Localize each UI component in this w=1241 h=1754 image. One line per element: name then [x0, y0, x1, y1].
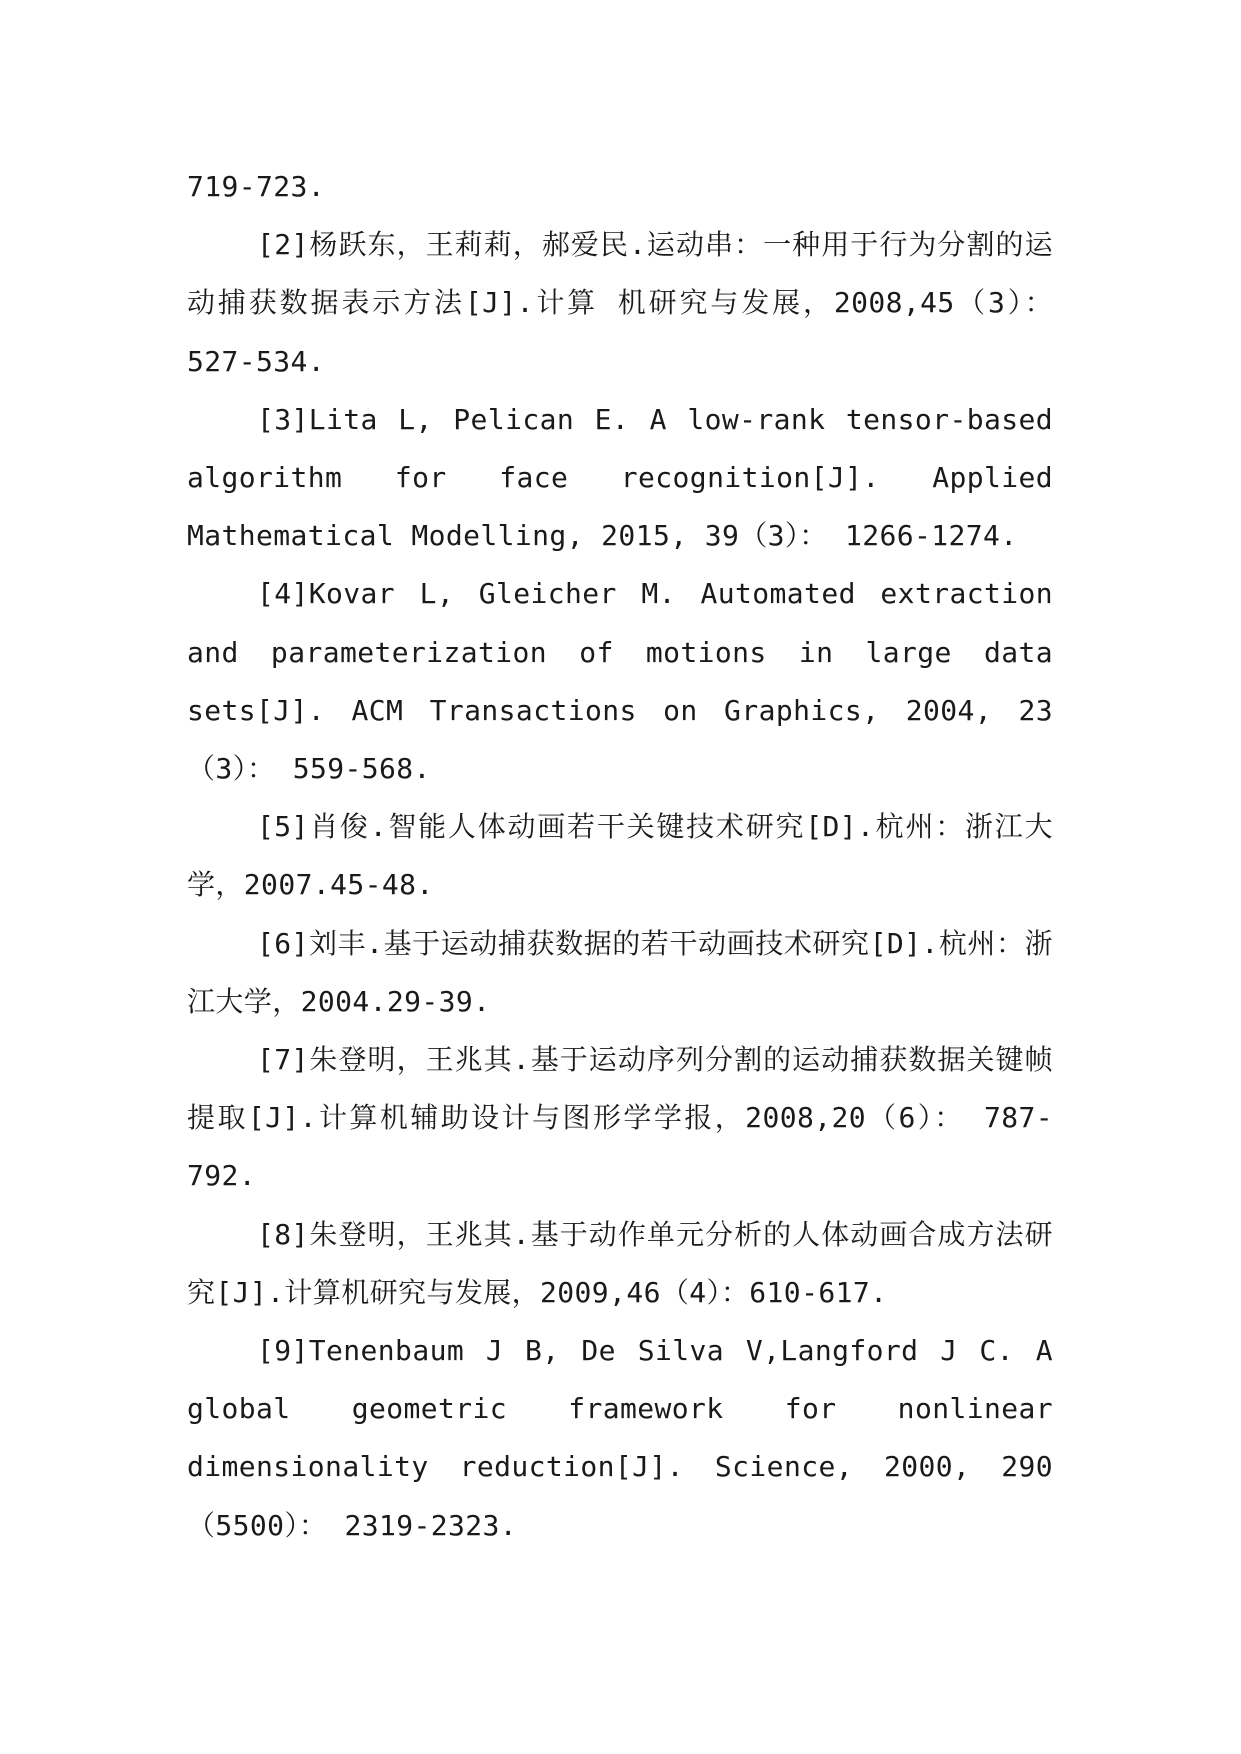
reference-item-4: [4]Kovar L, Gleicher M. Automated extraction and parameterization of motions in large data sets[J]. ACM Transactions on Graphics, 2004, 23（3）： 559-568. — [187, 577, 1053, 786]
reference-item-9: [9]Tenenbaum J B, De Silva V,Langford J C. A global geometric framework for nonlinear dimensionality reduction[J]. Science, 2000, 290（5500）： 2319-2323. — [187, 1334, 1053, 1542]
reference-item-2: [2]杨跃东，王莉莉，郝爱民.运动串：一种用于行为分割的运动捕获数据表示方法[J].计算 机研究与发展，2008,45（3）： 527-534. — [187, 228, 1053, 378]
reference-item-8: [8]朱登明，王兆其.基于动作单元分析的人体动画合成方法研究[J].计算机研究与发展，2009,46（4）：610-617. — [187, 1217, 1053, 1309]
reference-continuation: 719-723. — [187, 170, 326, 203]
reference-item-7: [7]朱登明，王兆其.基于运动序列分割的运动捕获数据关键帧提取[J].计算机辅助设计与图形学学报，2008,20（6）： 787-792. — [187, 1043, 1053, 1193]
reference-item-3: [3]Lita L, Pelican E. A low-rank tensor-based algorithm for face recognition[J]. Applied Mathematical Modelling, 2015, 39（3）： 1266-1274. — [187, 402, 1053, 553]
reference-item-5: [5]肖俊.智能人体动画若干关键技术研究[D].杭州：浙江大学，2007.45-48. — [187, 810, 1053, 902]
reference-list — [187, 158, 1053, 1555]
reference-item-6: [6]刘丰.基于运动捕获数据的若干动画技术研究[D].杭州：浙江大学，2004.29-39. — [187, 926, 1053, 1018]
